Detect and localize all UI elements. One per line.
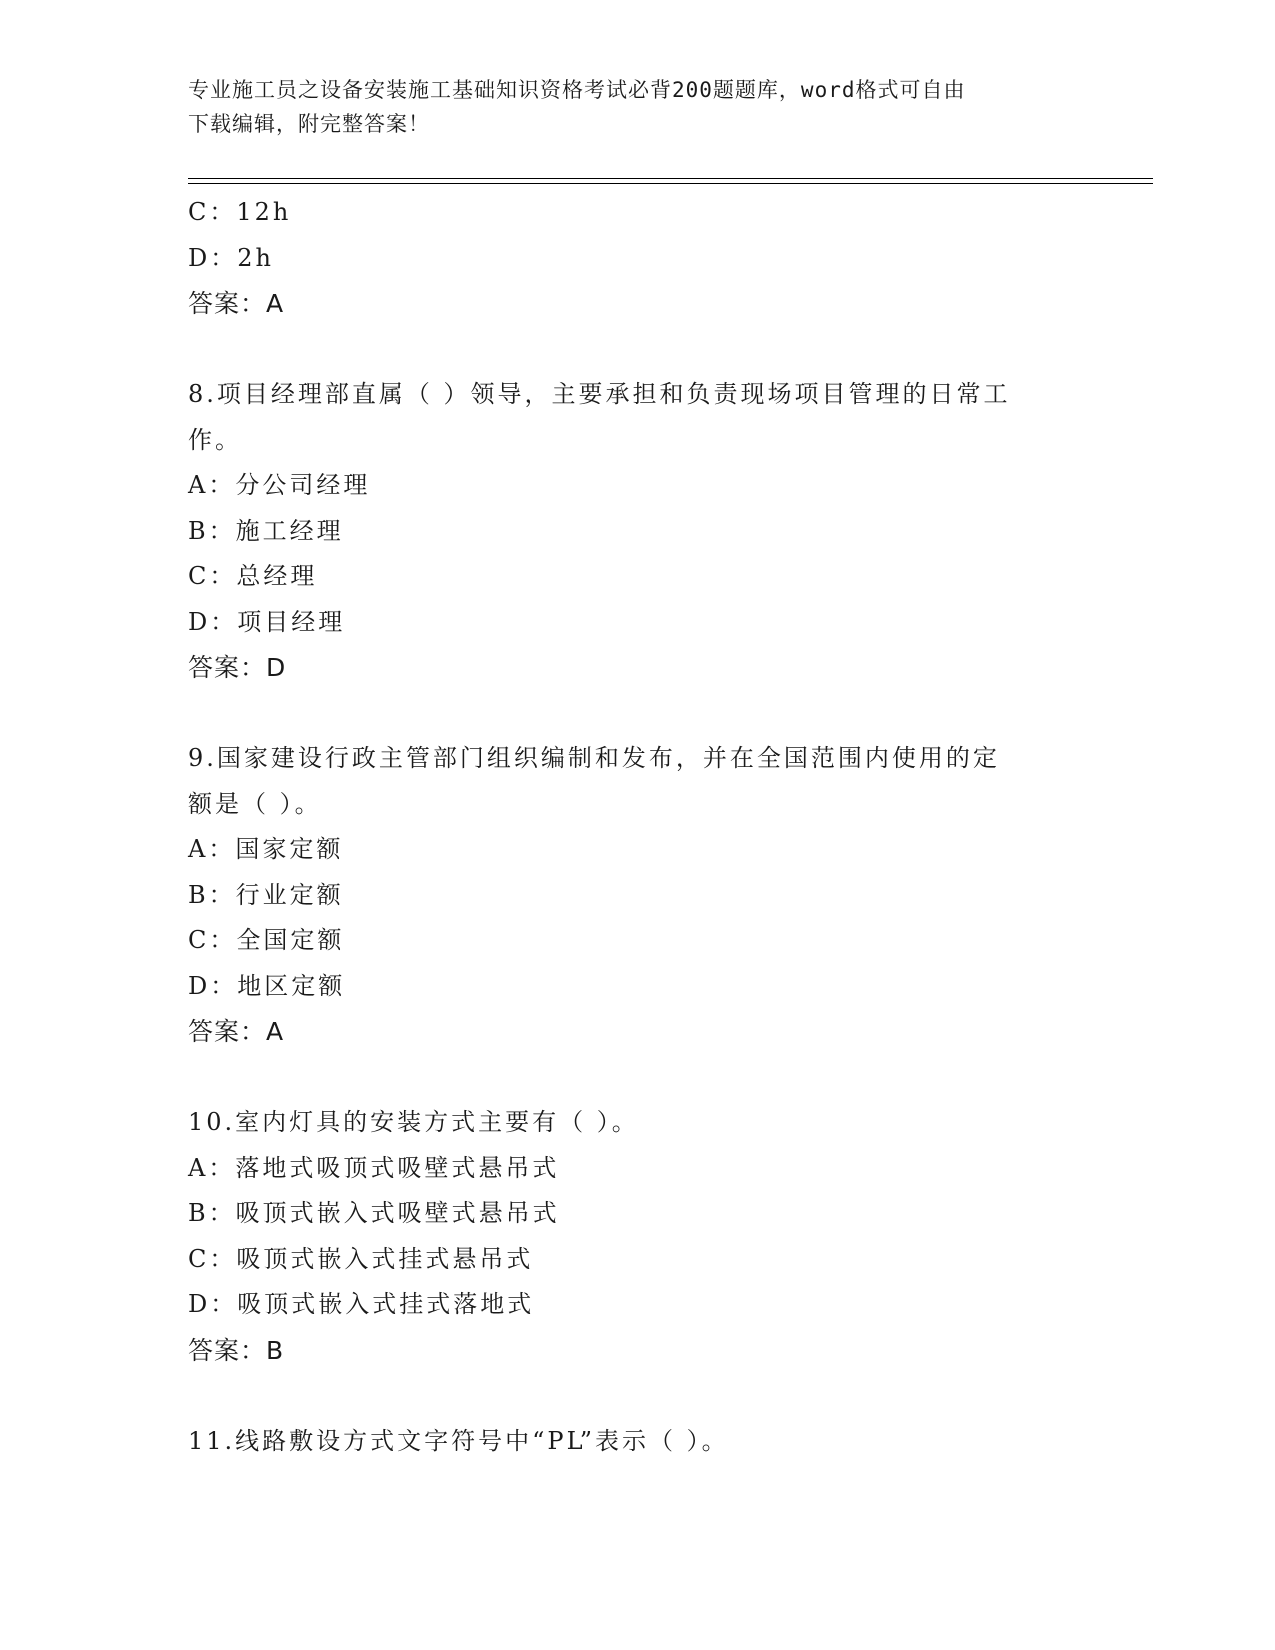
option-b: B：吸顶式嵌入式吸壁式悬吊式 bbox=[188, 1199, 560, 1227]
question-stem: 10.室内灯具的安装方式主要有（ ）。 bbox=[188, 1108, 639, 1136]
question-list bbox=[188, 190, 1088, 1464]
option-c: C：12h bbox=[188, 198, 292, 226]
option-d: D：地区定额 bbox=[188, 971, 346, 1000]
question-9 bbox=[188, 736, 1088, 1055]
option-d: D：吸顶式嵌入式挂式落地式 bbox=[188, 1290, 535, 1318]
answer-line: 答案：B bbox=[188, 1335, 285, 1365]
question-stem: 11.线路敷设方式文字符号中“PL”表示（ ）。 bbox=[188, 1426, 729, 1455]
answer-line: 答案：A bbox=[188, 289, 285, 318]
header-divider-bottom bbox=[188, 183, 1153, 184]
question-stem-continued: 额是（ ）。 bbox=[188, 789, 322, 818]
header-title-line2: 下载编辑，附完整答案！ bbox=[188, 112, 430, 136]
spacer bbox=[188, 1373, 1088, 1419]
option-c: C：全国定额 bbox=[188, 926, 345, 954]
header-divider-top bbox=[188, 178, 1153, 179]
option-d: D：2h bbox=[188, 243, 274, 272]
question-11 bbox=[188, 1419, 1088, 1465]
question-7-continued bbox=[188, 190, 1088, 327]
answer-line: 答案：D bbox=[188, 653, 287, 682]
document-header bbox=[188, 73, 1088, 141]
option-d: D：项目经理 bbox=[188, 607, 346, 636]
question-stem: 9.国家建设行政主管部门组织编制和发布，并在全国范围内使用的定 bbox=[188, 744, 1000, 772]
option-a: A：国家定额 bbox=[188, 835, 344, 863]
option-c: C：吸顶式嵌入式挂式悬吊式 bbox=[188, 1244, 534, 1273]
option-c: C：总经理 bbox=[188, 562, 318, 590]
option-b: B：行业定额 bbox=[188, 880, 344, 909]
option-a: A：分公司经理 bbox=[188, 471, 371, 499]
spacer bbox=[188, 1055, 1088, 1101]
answer-line: 答案：A bbox=[188, 1017, 285, 1046]
question-stem: 8.项目经理部直属（ ）领导，主要承担和负责现场项目管理的日常工 bbox=[188, 380, 1011, 408]
question-stem-continued: 作。 bbox=[188, 425, 242, 454]
spacer bbox=[188, 327, 1088, 373]
spacer bbox=[188, 691, 1088, 737]
question-8 bbox=[188, 372, 1088, 691]
question-10 bbox=[188, 1100, 1088, 1373]
option-b: B：施工经理 bbox=[188, 516, 344, 545]
header-title-line1: 专业施工员之设备安装施工基础知识资格考试必背200题题库，word格式可自由 bbox=[188, 78, 966, 102]
option-a: A：落地式吸顶式吸壁式悬吊式 bbox=[188, 1153, 560, 1182]
